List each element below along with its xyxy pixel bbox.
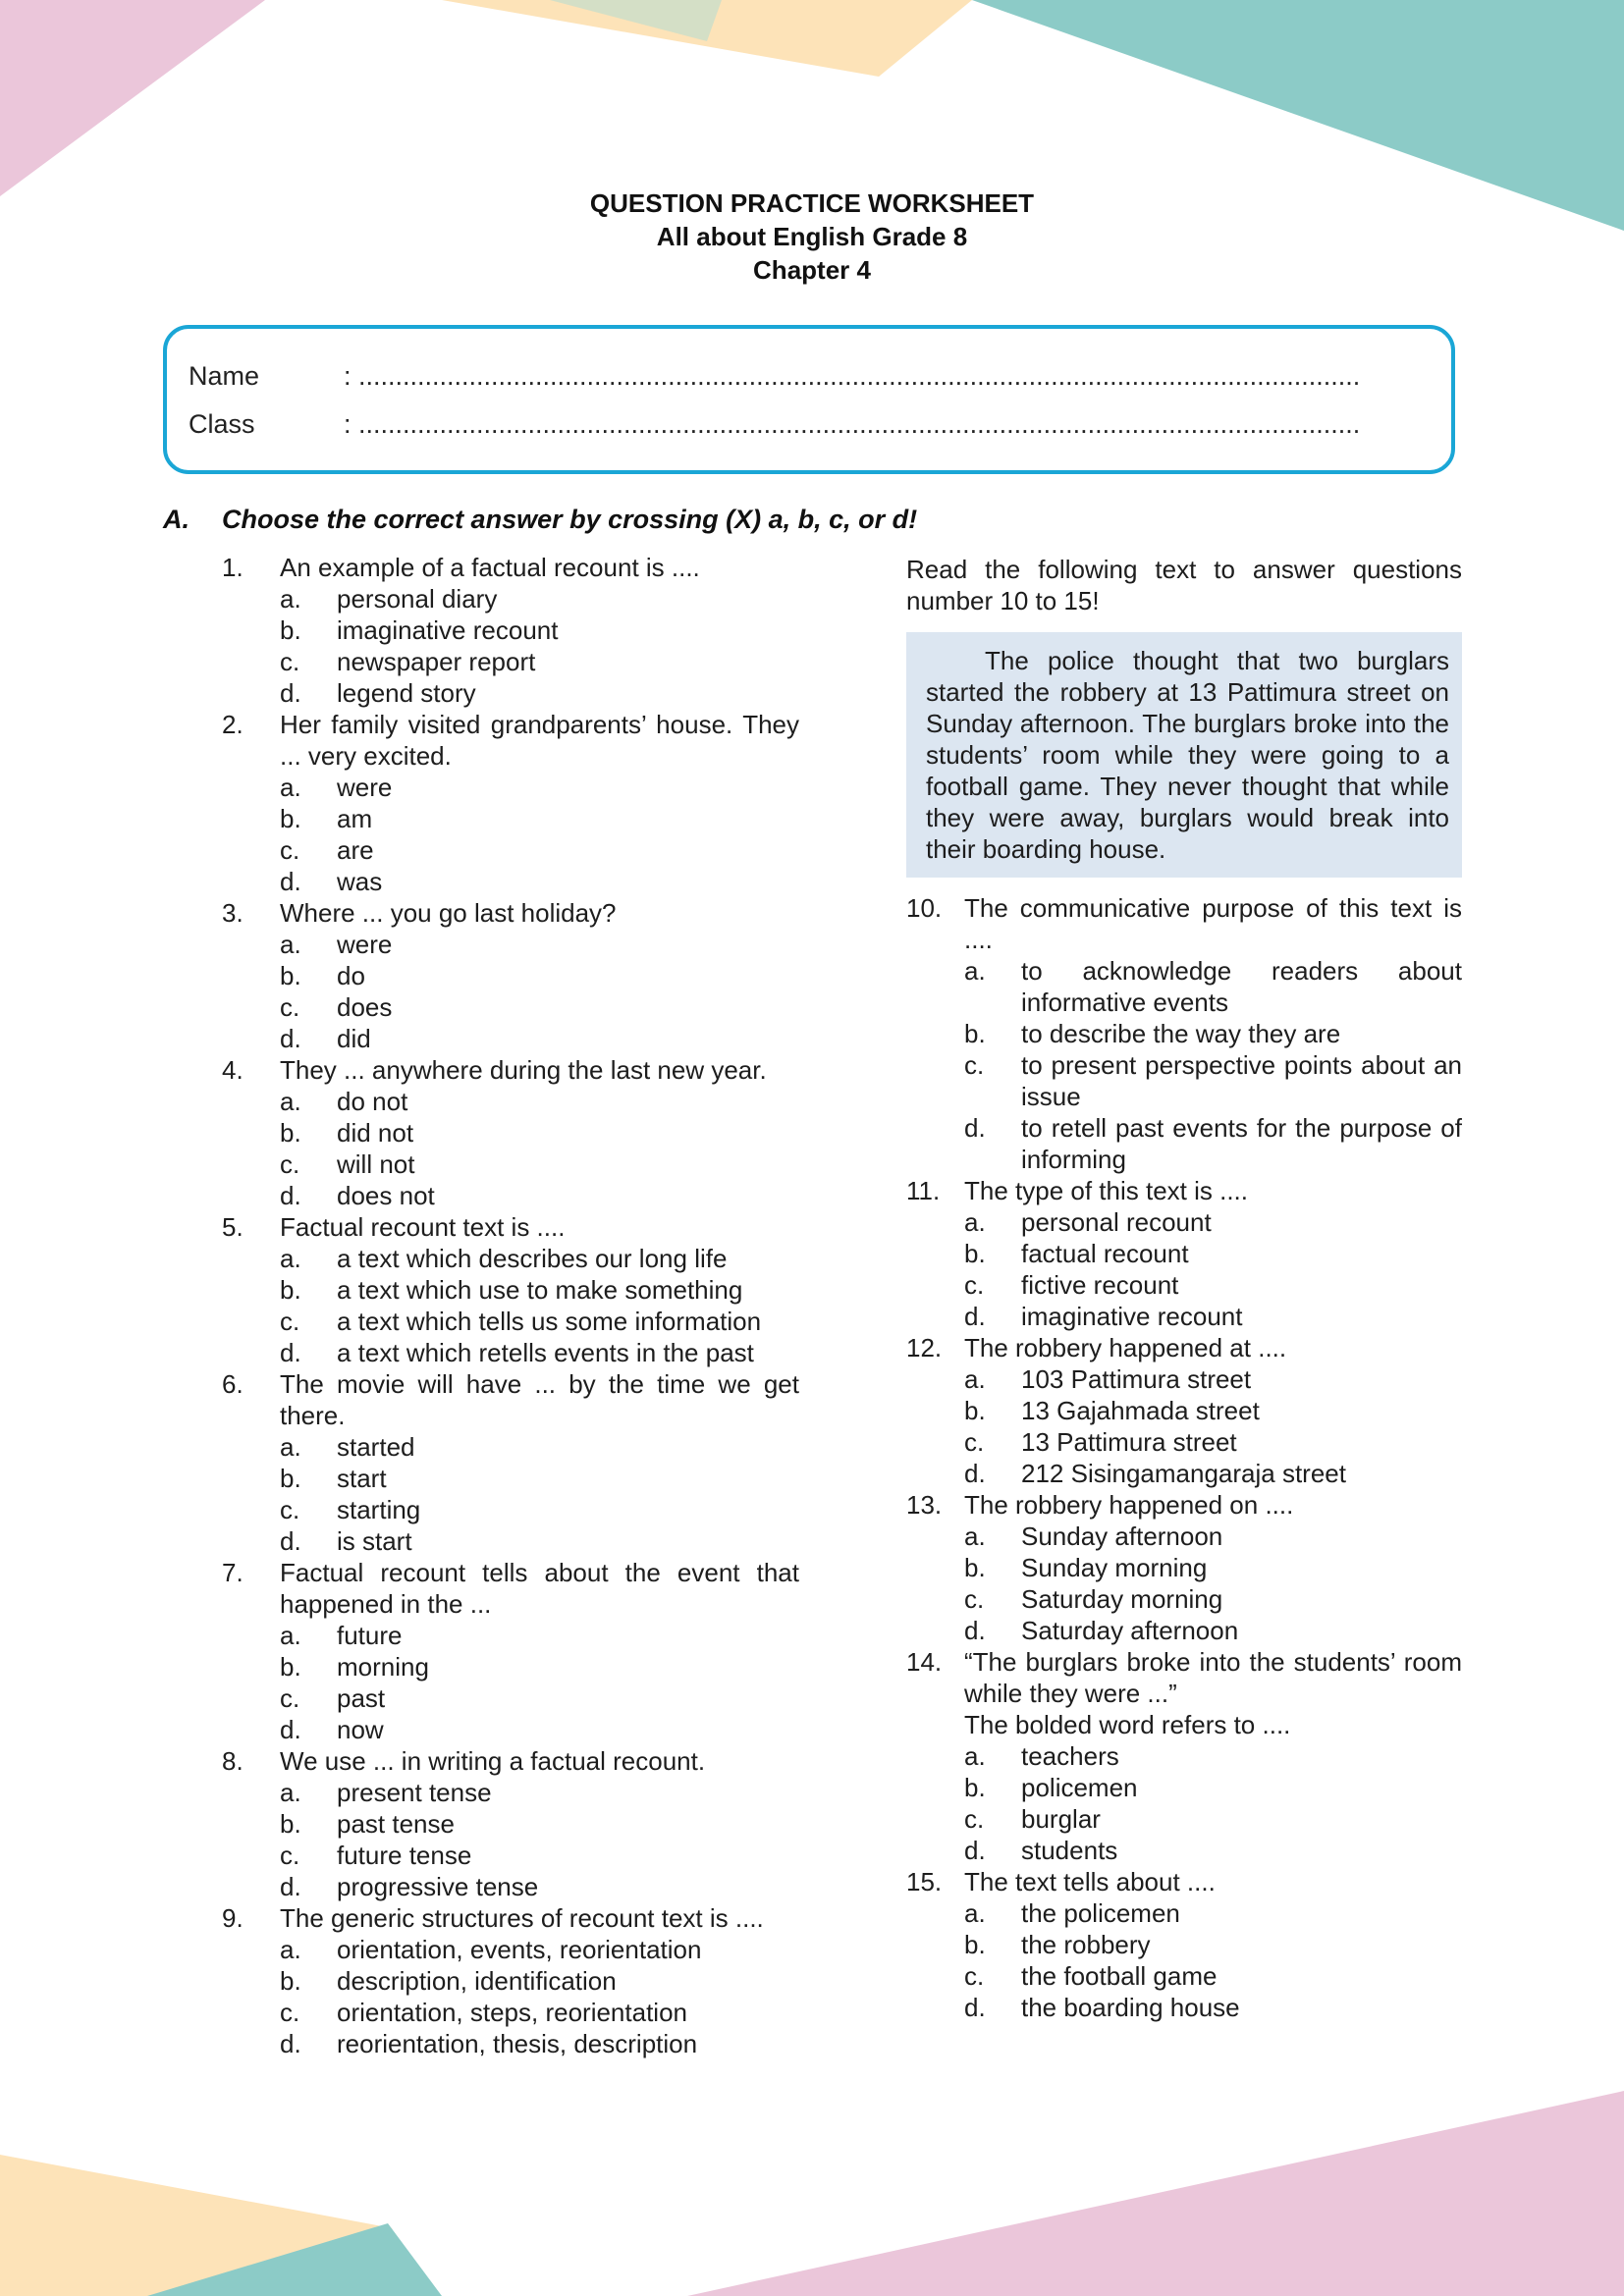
answer-option[interactable] bbox=[906, 1960, 1462, 1992]
option-letter: b. bbox=[964, 1396, 986, 1425]
question-stem bbox=[222, 1211, 799, 1243]
option-text: now bbox=[337, 1715, 384, 1744]
class-row[interactable] bbox=[189, 409, 1360, 440]
option-text: burglar bbox=[1021, 1804, 1101, 1834]
option-letter: b. bbox=[964, 1553, 986, 1582]
question-number: 15. bbox=[906, 1867, 943, 1896]
option-letter: d. bbox=[280, 1338, 301, 1367]
answer-option[interactable] bbox=[906, 955, 1462, 1018]
answer-option[interactable] bbox=[222, 1682, 799, 1714]
option-text: morning bbox=[337, 1652, 429, 1682]
answer-option[interactable] bbox=[222, 1306, 799, 1337]
question-item bbox=[222, 897, 799, 1054]
option-text: teachers bbox=[1021, 1741, 1119, 1771]
option-letter: b. bbox=[280, 1652, 301, 1682]
option-letter: b. bbox=[280, 615, 301, 645]
answer-option[interactable] bbox=[906, 1552, 1462, 1583]
answer-option[interactable] bbox=[222, 1243, 799, 1274]
question-stem bbox=[222, 1368, 799, 1431]
option-letter: c. bbox=[280, 1841, 300, 1870]
question-number: 7. bbox=[222, 1558, 244, 1587]
option-letter: b. bbox=[280, 961, 301, 990]
question-item bbox=[222, 1745, 799, 1902]
question-item bbox=[222, 1557, 799, 1745]
answer-option[interactable] bbox=[906, 1395, 1462, 1426]
answer-option[interactable] bbox=[906, 1615, 1462, 1646]
section-letter: A. bbox=[163, 505, 189, 534]
option-letter: c. bbox=[964, 1961, 985, 1991]
question-number: 8. bbox=[222, 1746, 244, 1776]
option-text: a text which use to make something bbox=[337, 1275, 743, 1305]
question-item bbox=[222, 1054, 799, 1211]
question-item bbox=[906, 1175, 1462, 1332]
question-text: An example of a factual recount is .... bbox=[280, 553, 700, 582]
question-stem bbox=[222, 1902, 799, 1934]
option-text: were bbox=[337, 773, 393, 802]
question-stem bbox=[222, 709, 799, 772]
question-item bbox=[906, 1332, 1462, 1489]
answer-option[interactable] bbox=[906, 1803, 1462, 1835]
option-text: 13 Pattimura street bbox=[1021, 1427, 1237, 1457]
question-item bbox=[222, 1902, 799, 2059]
answer-option[interactable] bbox=[222, 803, 799, 834]
option-letter: c. bbox=[964, 1050, 985, 1080]
option-letter: d. bbox=[280, 2029, 301, 2058]
option-text: future tense bbox=[337, 1841, 472, 1870]
question-text: Where ... you go last holiday? bbox=[280, 898, 617, 928]
answer-option[interactable] bbox=[222, 1086, 799, 1117]
answer-option[interactable] bbox=[222, 866, 799, 897]
worksheet-title: QUESTION PRACTICE WORKSHEET bbox=[589, 188, 1035, 218]
answer-option[interactable] bbox=[222, 1525, 799, 1557]
name-label: Name bbox=[189, 361, 260, 391]
option-letter: a. bbox=[964, 1364, 986, 1394]
option-letter: b. bbox=[964, 1239, 986, 1268]
answer-option[interactable] bbox=[222, 991, 799, 1023]
option-letter: b. bbox=[964, 1019, 986, 1048]
question-stem bbox=[222, 552, 799, 583]
question-number: 11. bbox=[906, 1176, 941, 1205]
option-text: 13 Gajahmada street bbox=[1021, 1396, 1260, 1425]
answer-option[interactable] bbox=[906, 1521, 1462, 1552]
option-letter: c. bbox=[964, 1270, 985, 1300]
question-text: They ... anywhere during the last new year. bbox=[280, 1055, 767, 1085]
option-text: orientation, steps, reorientation bbox=[337, 1998, 687, 2027]
question-number: 10. bbox=[906, 893, 943, 923]
option-text: the robbery bbox=[1021, 1930, 1151, 1959]
option-letter: c. bbox=[280, 1495, 300, 1524]
question-text: The robbery happened at .... bbox=[964, 1333, 1287, 1362]
option-text: a text which tells us some information bbox=[337, 1307, 762, 1336]
question-number: 12. bbox=[906, 1333, 943, 1362]
question-stem bbox=[906, 1175, 1462, 1206]
question-item bbox=[222, 1211, 799, 1368]
answer-option[interactable] bbox=[906, 1018, 1462, 1049]
worksheet-chapter: Chapter 4 bbox=[753, 255, 871, 285]
answer-option[interactable] bbox=[906, 1301, 1462, 1332]
answer-option[interactable] bbox=[906, 1426, 1462, 1458]
answer-option[interactable] bbox=[222, 1463, 799, 1494]
option-letter: c. bbox=[280, 992, 300, 1022]
option-letter: a. bbox=[280, 1432, 301, 1462]
question-text: Factual recount text is .... bbox=[280, 1212, 566, 1242]
option-letter: d. bbox=[964, 1993, 986, 2022]
answer-option[interactable] bbox=[906, 1363, 1462, 1395]
option-text: Saturday afternoon bbox=[1021, 1616, 1239, 1645]
section-instruction: Choose the correct answer by crossing (X) a, b, c, or d! bbox=[222, 505, 918, 534]
option-letter: a. bbox=[280, 1621, 301, 1650]
answer-option[interactable] bbox=[222, 1840, 799, 1871]
option-letter: a. bbox=[280, 1935, 301, 1964]
answer-option[interactable] bbox=[222, 1023, 799, 1054]
option-text: imaginative recount bbox=[337, 615, 559, 645]
option-text: to retell past events for the purpose of informing bbox=[1021, 1113, 1462, 1174]
answer-option[interactable] bbox=[222, 1934, 799, 1965]
option-letter: d. bbox=[964, 1616, 986, 1645]
question-stem bbox=[906, 892, 1462, 955]
question-text: The movie will have ... by the time we get there. bbox=[280, 1369, 799, 1430]
answer-option[interactable] bbox=[222, 1180, 799, 1211]
option-letter: a. bbox=[964, 1741, 986, 1771]
name-blank[interactable]: : ........................................................................................................................................ bbox=[344, 361, 1361, 391]
option-text: did not bbox=[337, 1118, 414, 1148]
question-text: The communicative purpose of this text is .... bbox=[964, 893, 1462, 954]
question-number: 1. bbox=[222, 553, 244, 582]
answer-option[interactable] bbox=[906, 1740, 1462, 1772]
option-text: fictive recount bbox=[1021, 1270, 1179, 1300]
question-text: The text tells about .... bbox=[964, 1867, 1216, 1896]
option-text: start bbox=[337, 1464, 387, 1493]
option-text: past bbox=[337, 1683, 386, 1713]
answer-option[interactable] bbox=[222, 1965, 799, 1997]
option-text: a text which retells events in the past bbox=[337, 1338, 754, 1367]
answer-option[interactable] bbox=[222, 1620, 799, 1651]
option-text: started bbox=[337, 1432, 415, 1462]
question-stem bbox=[906, 1866, 1462, 1897]
option-letter: a. bbox=[280, 584, 301, 614]
option-text: was bbox=[337, 867, 383, 896]
option-letter: b. bbox=[280, 1275, 301, 1305]
reading-instruction: Read the following text to answer questions number 10 to 15! bbox=[906, 555, 1462, 615]
option-text: to describe the way they are bbox=[1021, 1019, 1341, 1048]
question-text: The type of this text is .... bbox=[964, 1176, 1249, 1205]
question-number: 6. bbox=[222, 1369, 244, 1399]
question-stem bbox=[222, 1054, 799, 1086]
answer-option[interactable] bbox=[222, 1651, 799, 1682]
question-text: Factual recount tells about the event that happened in the ... bbox=[280, 1558, 799, 1619]
option-text: students bbox=[1021, 1836, 1118, 1865]
question-stem bbox=[906, 1332, 1462, 1363]
option-letter: a. bbox=[964, 1898, 986, 1928]
option-letter: c. bbox=[280, 1998, 300, 2027]
answer-option[interactable] bbox=[222, 1274, 799, 1306]
option-letter: a. bbox=[964, 1522, 986, 1551]
option-text: will not bbox=[337, 1149, 415, 1179]
option-text: description, identification bbox=[337, 1966, 617, 1996]
option-text: orientation, events, reorientation bbox=[337, 1935, 702, 1964]
option-text: progressive tense bbox=[337, 1872, 539, 1901]
worksheet-header bbox=[0, 187, 1624, 287]
answer-option[interactable] bbox=[222, 1494, 799, 1525]
option-text: 103 Pattimura street bbox=[1021, 1364, 1252, 1394]
option-text: were bbox=[337, 930, 393, 959]
option-text: a text which describes our long life bbox=[337, 1244, 728, 1273]
question-number: 5. bbox=[222, 1212, 244, 1242]
answer-option[interactable] bbox=[222, 1431, 799, 1463]
option-letter: b. bbox=[280, 1809, 301, 1839]
question-item bbox=[906, 1866, 1462, 2023]
question-subtext: The bolded word refers to .... bbox=[964, 1710, 1291, 1739]
answer-option[interactable] bbox=[906, 1049, 1462, 1112]
option-letter: d. bbox=[280, 1872, 301, 1901]
option-text: does not bbox=[337, 1181, 435, 1210]
option-letter: b. bbox=[964, 1930, 986, 1959]
option-letter: a. bbox=[964, 956, 986, 986]
question-number: 13. bbox=[906, 1490, 943, 1520]
answer-option[interactable] bbox=[906, 1269, 1462, 1301]
question-item bbox=[906, 1489, 1462, 1646]
option-text: reorientation, thesis, description bbox=[337, 2029, 698, 2058]
option-letter: a. bbox=[280, 930, 301, 959]
question-number: 14. bbox=[906, 1647, 943, 1677]
question-stem bbox=[222, 1745, 799, 1777]
left-question-column bbox=[222, 552, 799, 2059]
option-letter: d. bbox=[280, 1181, 301, 1210]
answer-option[interactable] bbox=[222, 772, 799, 803]
answer-option[interactable] bbox=[222, 1714, 799, 1745]
right-question-list bbox=[906, 892, 1462, 2023]
student-info-box bbox=[163, 325, 1455, 474]
question-text: Her family visited grandparents’ house. They ... very excited. bbox=[280, 710, 799, 771]
answer-option[interactable] bbox=[222, 834, 799, 866]
answer-option[interactable] bbox=[906, 1238, 1462, 1269]
option-letter: d. bbox=[280, 1715, 301, 1744]
option-text: did bbox=[337, 1024, 371, 1053]
option-text: Saturday morning bbox=[1021, 1584, 1223, 1614]
answer-option[interactable] bbox=[906, 1992, 1462, 2023]
option-letter: a. bbox=[280, 1087, 301, 1116]
option-text: Sunday morning bbox=[1021, 1553, 1208, 1582]
option-letter: d. bbox=[964, 1302, 986, 1331]
question-number: 9. bbox=[222, 1903, 244, 1933]
question-item bbox=[222, 1368, 799, 1557]
option-text: the policemen bbox=[1021, 1898, 1180, 1928]
worksheet-subtitle: All about English Grade 8 bbox=[656, 222, 968, 251]
option-letter: c. bbox=[964, 1584, 985, 1614]
section-a-heading bbox=[163, 505, 917, 535]
answer-option[interactable] bbox=[222, 614, 799, 646]
option-letter: d. bbox=[280, 1526, 301, 1556]
answer-option[interactable] bbox=[222, 2028, 799, 2059]
option-letter: b. bbox=[280, 1118, 301, 1148]
option-text: is start bbox=[337, 1526, 412, 1556]
option-text: Sunday afternoon bbox=[1021, 1522, 1223, 1551]
answer-option[interactable] bbox=[222, 677, 799, 709]
answer-option[interactable] bbox=[222, 929, 799, 960]
option-text: future bbox=[337, 1621, 403, 1650]
option-letter: d. bbox=[280, 678, 301, 708]
class-label: Class bbox=[189, 409, 255, 439]
reading-passage: The police thought that two burglars started the robbery at 13 Pattimura street on Sunday afternoon. The burglars broke into the students’ room while they were going to a football game. They never thought that while they were away, burglars would break into their boarding house. bbox=[906, 632, 1462, 878]
question-item bbox=[906, 1646, 1462, 1866]
answer-option[interactable] bbox=[906, 1583, 1462, 1615]
answer-option[interactable] bbox=[222, 1777, 799, 1808]
right-question-column bbox=[906, 554, 1462, 2023]
option-letter: d. bbox=[280, 867, 301, 896]
answer-option[interactable] bbox=[222, 1148, 799, 1180]
option-text: to present perspective points about an issue bbox=[1021, 1050, 1462, 1111]
option-letter: c. bbox=[280, 1683, 300, 1713]
option-text: the football game bbox=[1021, 1961, 1218, 1991]
answer-option[interactable] bbox=[906, 1835, 1462, 1866]
answer-option[interactable] bbox=[906, 1897, 1462, 1929]
answer-option[interactable] bbox=[222, 1117, 799, 1148]
option-letter: d. bbox=[280, 1024, 301, 1053]
option-text: starting bbox=[337, 1495, 421, 1524]
option-text: 212 Sisingamangaraja street bbox=[1021, 1459, 1346, 1488]
option-text: factual recount bbox=[1021, 1239, 1189, 1268]
option-text: past tense bbox=[337, 1809, 455, 1839]
option-letter: b. bbox=[280, 1464, 301, 1493]
option-text: present tense bbox=[337, 1778, 492, 1807]
option-text: do not bbox=[337, 1087, 408, 1116]
question-number: 2. bbox=[222, 710, 244, 739]
answer-option[interactable] bbox=[906, 1206, 1462, 1238]
option-letter: a. bbox=[280, 1778, 301, 1807]
option-text: policemen bbox=[1021, 1773, 1138, 1802]
option-letter: c. bbox=[280, 835, 300, 865]
option-text: the boarding house bbox=[1021, 1993, 1240, 2022]
option-letter: c. bbox=[964, 1804, 985, 1834]
answer-option[interactable] bbox=[222, 1997, 799, 2028]
question-item bbox=[906, 892, 1462, 1175]
option-text: newspaper report bbox=[337, 647, 536, 676]
class-blank[interactable]: : ........................................................................................................................................ bbox=[344, 409, 1361, 439]
question-text: The robbery happened on .... bbox=[964, 1490, 1294, 1520]
answer-option[interactable] bbox=[906, 1772, 1462, 1803]
option-text: legend story bbox=[337, 678, 476, 708]
question-text: “The burglars broke into the students’ room while they were ...” bbox=[964, 1647, 1462, 1708]
option-letter: c. bbox=[280, 1307, 300, 1336]
option-letter: b. bbox=[280, 804, 301, 833]
option-text: are bbox=[337, 835, 374, 865]
option-text: imaginative recount bbox=[1021, 1302, 1243, 1331]
question-stem bbox=[222, 897, 799, 929]
question-stem bbox=[906, 1489, 1462, 1521]
answer-option[interactable] bbox=[222, 1871, 799, 1902]
option-letter: a. bbox=[280, 773, 301, 802]
name-row[interactable] bbox=[189, 361, 1360, 392]
option-letter: d. bbox=[964, 1836, 986, 1865]
option-letter: c. bbox=[280, 1149, 300, 1179]
answer-option[interactable] bbox=[906, 1458, 1462, 1489]
answer-option[interactable] bbox=[222, 1808, 799, 1840]
question-stem bbox=[906, 1646, 1462, 1709]
question-text: We use ... in writing a factual recount. bbox=[280, 1746, 706, 1776]
option-letter: d. bbox=[964, 1113, 986, 1143]
option-text: am bbox=[337, 804, 373, 833]
answer-option[interactable] bbox=[906, 1929, 1462, 1960]
answer-option[interactable] bbox=[222, 1337, 799, 1368]
question-number: 4. bbox=[222, 1055, 244, 1085]
option-text: personal recount bbox=[1021, 1207, 1212, 1237]
option-text: does bbox=[337, 992, 393, 1022]
option-letter: a. bbox=[964, 1207, 986, 1237]
option-text: do bbox=[337, 961, 365, 990]
question-number: 3. bbox=[222, 898, 244, 928]
question-stem bbox=[222, 1557, 799, 1620]
answer-option[interactable] bbox=[222, 583, 799, 614]
question-item bbox=[222, 709, 799, 897]
answer-option[interactable] bbox=[222, 646, 799, 677]
option-letter: c. bbox=[280, 647, 300, 676]
option-letter: d. bbox=[964, 1459, 986, 1488]
option-letter: a. bbox=[280, 1244, 301, 1273]
option-letter: b. bbox=[280, 1966, 301, 1996]
question-item bbox=[222, 552, 799, 709]
option-letter: b. bbox=[964, 1773, 986, 1802]
answer-option[interactable] bbox=[222, 960, 799, 991]
answer-option[interactable] bbox=[906, 1112, 1462, 1175]
option-text: to acknowledge readers about informative events bbox=[1021, 956, 1462, 1017]
question-text: The generic structures of recount text is .... bbox=[280, 1903, 764, 1933]
option-letter: c. bbox=[964, 1427, 985, 1457]
option-text: personal diary bbox=[337, 584, 498, 614]
